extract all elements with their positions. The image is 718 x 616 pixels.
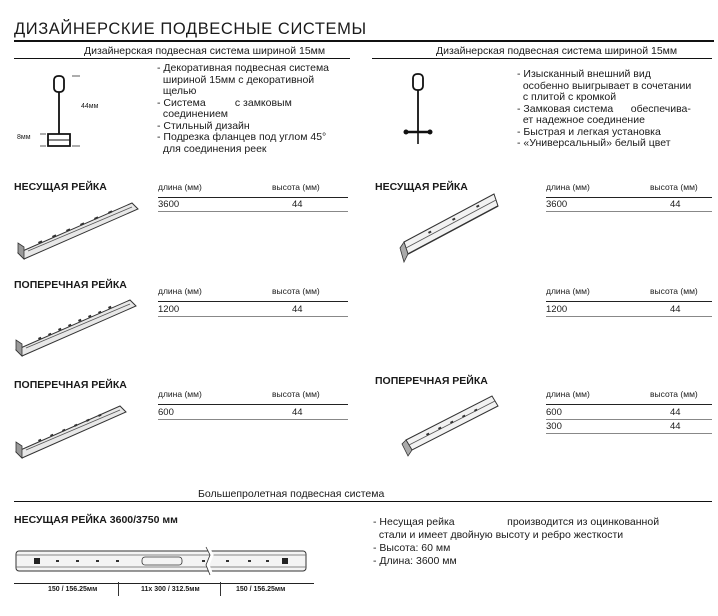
col-height-header: высота (мм)	[272, 389, 320, 399]
page-title: ДИЗАЙНЕРСКИЕ ПОДВЕСНЫЕ СИСТЕМЫ	[14, 20, 367, 38]
main-rail-image	[398, 190, 508, 270]
note-item: - Длина: 3600 мм	[373, 555, 457, 567]
cell-height: 44	[670, 407, 681, 418]
feature-item: - Декоративная подвесная система	[157, 62, 330, 74]
table-rule	[158, 301, 348, 302]
main-rail-image	[14, 195, 144, 265]
table-rule	[546, 211, 712, 212]
col-height-header: высота (мм)	[272, 286, 320, 296]
cross-rail-image	[400, 384, 510, 454]
feature-item: для соединения реек	[157, 142, 267, 155]
cell-length: 600	[546, 407, 562, 418]
feature-item: - Быстрая и легкая установка	[517, 125, 661, 138]
left-profile-diagram	[10, 68, 100, 168]
dim-tick	[118, 582, 119, 596]
col-length-header: длина (мм)	[158, 389, 202, 399]
cell-height: 44	[670, 304, 681, 315]
cell-length: 1200	[158, 304, 180, 315]
wide-span-notes	[373, 516, 659, 568]
feature-item: ет надежное соединение	[517, 114, 645, 126]
right-features	[517, 69, 691, 150]
col-length-header: длина (мм)	[546, 389, 590, 399]
dim-label: 150 / 156.25мм	[48, 586, 98, 593]
feature-item: с плитой с кромкой	[517, 91, 617, 103]
cell-length: 300	[546, 421, 562, 432]
section-title: НЕСУЩАЯ РЕЙКА	[375, 181, 468, 193]
table-rule	[158, 419, 348, 420]
col-length-header: длина (мм)	[546, 286, 590, 296]
section-title: ПОПЕРЕЧНАЯ РЕЙКА	[14, 279, 127, 291]
section-title: ПОПЕРЕЧНАЯ РЕЙКА	[14, 379, 127, 391]
wide-span-title: Большепролетная подвесная система	[198, 488, 385, 500]
feature-item: - Подрезка фланцев под углом 45°	[157, 131, 327, 143]
table-rule	[158, 316, 348, 317]
feature-item: щелью	[157, 85, 197, 97]
cell-height: 44	[670, 199, 681, 210]
note-item: - Высота: 60 мм	[373, 542, 451, 554]
title-rule	[14, 40, 714, 42]
cell-length: 1200	[546, 304, 568, 315]
table-rule	[546, 316, 712, 317]
wide-span-rail-image	[12, 543, 312, 583]
col-height-header: высота (мм)	[650, 286, 698, 296]
cell-height: 44	[292, 304, 303, 315]
col-length-header: длина (мм)	[546, 182, 590, 192]
left-features	[157, 63, 329, 155]
col-height-header: высота (мм)	[650, 182, 698, 192]
feature-item: особенно выигрывает в сочетании	[517, 79, 692, 92]
table-rule	[158, 197, 348, 198]
feature-item: - Изысканный внешний вид	[517, 68, 651, 80]
profile-flange-label: 8мм	[17, 134, 31, 141]
table-rule	[546, 301, 712, 302]
dim-label: 11x 300 / 312.5мм	[141, 586, 200, 593]
col-length-header: длина (мм)	[158, 286, 202, 296]
section-title: ПОПЕРЕЧНАЯ РЕЙКА	[375, 375, 488, 387]
cell-length: 3600	[546, 199, 568, 210]
feature-item: - Стильный дизайн	[157, 119, 250, 132]
table-rule	[546, 404, 712, 405]
table-rule	[546, 419, 712, 420]
left-system-title: Дизайнерская подвесная система шириной 15мм	[84, 45, 326, 57]
dim-label: 150 / 156.25мм	[236, 586, 286, 593]
cell-height: 44	[292, 199, 303, 210]
cell-height: 44	[292, 407, 303, 418]
right-system-title: Дизайнерская подвесная система шириной 15мм	[436, 45, 678, 57]
cell-height: 44	[670, 421, 681, 432]
feature-item: - Замковая система обеспечива-	[517, 102, 691, 115]
wide-span-rail-name: НЕСУЩАЯ РЕЙКА 3600/3750 мм	[14, 514, 178, 526]
table-rule	[546, 197, 712, 198]
col-height-header: высота (мм)	[272, 182, 320, 192]
dim-tick	[220, 582, 221, 596]
cross-rail-image	[12, 292, 142, 362]
dim-rule	[14, 583, 314, 584]
left-system-rule	[14, 58, 350, 59]
section-title: НЕСУЩАЯ РЕЙКА	[14, 181, 107, 193]
right-profile-diagram	[394, 68, 454, 158]
table-rule	[158, 404, 348, 405]
note-item: - Несущая рейка производится из оцинкованной	[373, 516, 660, 528]
profile-height-label: 44мм	[81, 103, 99, 110]
col-height-header: высота (мм)	[650, 389, 698, 399]
feature-item: шириной 15мм с декоративной	[157, 73, 315, 86]
wide-span-rule	[14, 501, 712, 502]
note-item: стали и имеет двойную высоту и ребро жесткости	[373, 529, 624, 541]
table-rule	[546, 433, 712, 434]
table-rule	[158, 211, 348, 212]
cross-rail-short-image	[12, 394, 142, 464]
right-system-rule	[372, 58, 712, 59]
cell-length: 3600	[158, 199, 180, 210]
feature-item: соединением	[157, 108, 229, 120]
feature-item: - Система с замковым	[157, 96, 292, 109]
col-length-header: длина (мм)	[158, 182, 202, 192]
feature-item: - «Универсальный» белый цвет	[517, 137, 671, 149]
cell-length: 600	[158, 407, 174, 418]
